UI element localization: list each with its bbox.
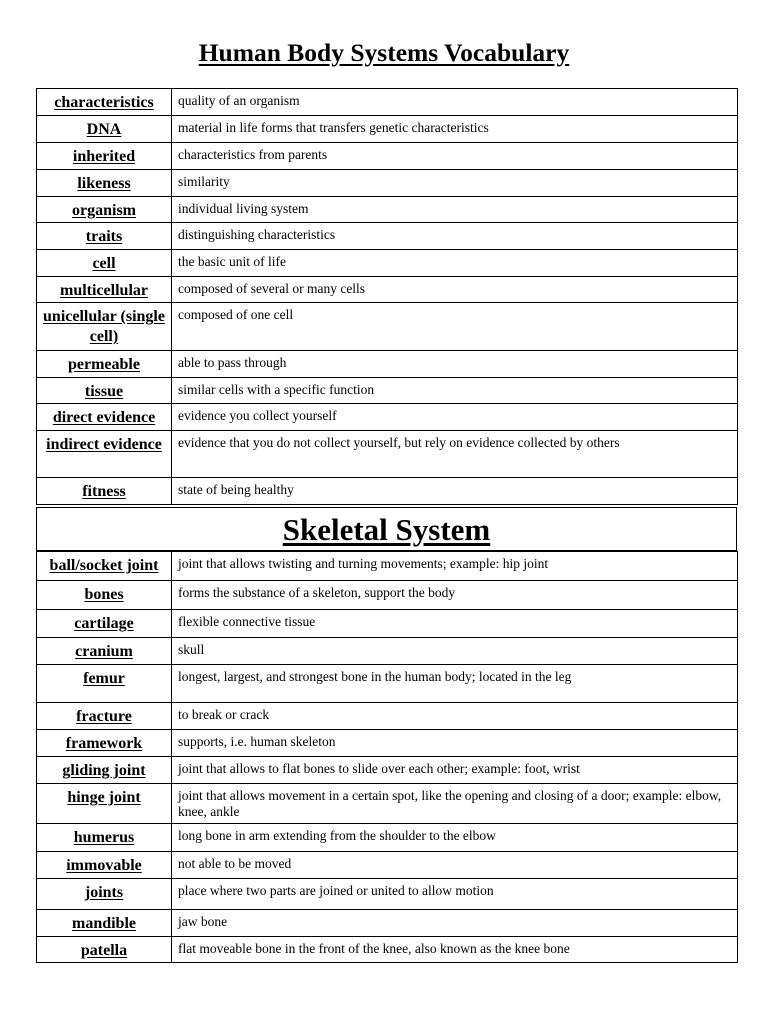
vocab-term (37, 197, 172, 223)
vocab-definition: jaw bone (172, 910, 738, 937)
vocab-term-text: framework (65, 735, 143, 752)
table-row (37, 378, 738, 404)
vocab-definition: distinguishing characteristics (172, 223, 738, 250)
vocab-term (37, 89, 172, 116)
vocab-term (37, 638, 172, 665)
vocab-term-text: direct evidence (52, 409, 156, 426)
table-row (37, 223, 738, 250)
table-row (37, 730, 738, 757)
vocab-definition: quality of an organism (172, 89, 738, 116)
vocab-term-text: tissue (84, 383, 124, 400)
table-row (37, 250, 738, 277)
table-row (37, 552, 738, 581)
section-title-skeletal: Skeletal System (282, 512, 491, 547)
vocab-term-text: cranium (75, 643, 133, 660)
vocab-term-text: organism (72, 202, 136, 219)
vocab-term (37, 852, 172, 879)
vocab-table-skeletal (36, 551, 738, 963)
table-row (37, 824, 738, 852)
vocab-term (37, 610, 172, 638)
table-row (37, 879, 738, 910)
vocab-term (37, 937, 172, 963)
vocab-term (37, 277, 172, 303)
vocab-term-text: cartilage (74, 615, 134, 632)
vocab-term (37, 784, 172, 824)
vocab-term-text: DNA (86, 121, 122, 138)
vocab-definition: flat moveable bone in the front of the knee, also known as the knee bone (172, 937, 738, 963)
table-row (37, 170, 738, 197)
vocab-term-text: traits (85, 228, 123, 245)
section-header (36, 507, 737, 551)
vocab-definition: flexible connective tissue (172, 610, 738, 638)
table-row (37, 757, 738, 784)
vocab-term (37, 351, 172, 378)
vocab-term (37, 879, 172, 910)
vocab-definition: supports, i.e. human skeleton (172, 730, 738, 757)
vocab-term-text: inherited (72, 148, 136, 165)
vocab-term-text: fracture (76, 708, 132, 725)
table-row (37, 610, 738, 638)
vocab-definition: the basic unit of life (172, 250, 738, 277)
vocab-term-text: permeable (68, 356, 140, 373)
table-row (37, 478, 738, 505)
vocab-term (37, 730, 172, 757)
vocab-definition: longest, largest, and strongest bone in the human body; located in the leg (172, 665, 738, 703)
vocab-term-text: characteristics (54, 94, 154, 111)
vocab-term-text: femur (83, 670, 125, 687)
table-row (37, 581, 738, 610)
page-title: Human Body Systems Vocabulary (198, 38, 570, 67)
vocab-definition: not able to be moved (172, 852, 738, 879)
vocab-term-text: ball/socket joint (49, 557, 159, 574)
table-row (37, 116, 738, 143)
vocab-term (37, 581, 172, 610)
vocab-definition: evidence you collect yourself (172, 404, 738, 431)
vocab-definition: forms the substance of a skeleton, support the body (172, 581, 738, 610)
vocab-table-general (36, 88, 738, 505)
vocab-definition: state of being healthy (172, 478, 738, 505)
vocab-term-text: gliding joint (62, 762, 146, 779)
vocab-definition: joint that allows to flat bones to slide over each other; example: foot, wrist (172, 757, 738, 784)
vocab-term (37, 303, 172, 351)
vocab-term (37, 665, 172, 703)
vocab-term (37, 250, 172, 277)
table-row (37, 638, 738, 665)
table-row (37, 703, 738, 730)
vocab-term (37, 824, 172, 852)
vocab-definition: skull (172, 638, 738, 665)
table-row (37, 197, 738, 223)
vocab-definition: joint that allows twisting and turning movements; example: hip joint (172, 552, 738, 581)
vocab-term (37, 552, 172, 581)
vocab-term-text: hinge joint (67, 789, 141, 806)
vocab-term (37, 116, 172, 143)
vocab-term (37, 223, 172, 250)
vocab-definition: to break or crack (172, 703, 738, 730)
table-row (37, 303, 738, 351)
vocab-term-text: humerus (73, 829, 135, 846)
vocab-term-text: bones (84, 586, 124, 603)
table-row (37, 277, 738, 303)
table-row (37, 431, 738, 478)
vocab-definition: evidence that you do not collect yourself, but rely on evidence collected by others (172, 431, 738, 478)
vocab-term-text: indirect evidence (46, 436, 162, 453)
table-row (37, 665, 738, 703)
vocab-definition: joint that allows movement in a certain spot, like the opening and closing of a door; example: elbow, knee, ankle (172, 784, 738, 824)
vocab-term (37, 703, 172, 730)
table-row (37, 404, 738, 431)
vocab-term (37, 143, 172, 170)
table-row (37, 852, 738, 879)
vocab-definition: composed of several or many cells (172, 277, 738, 303)
vocab-definition: able to pass through (172, 351, 738, 378)
vocab-definition: material in life forms that transfers genetic characteristics (172, 116, 738, 143)
table-row (37, 89, 738, 116)
vocab-term-text: cell (92, 255, 116, 272)
table-row (37, 784, 738, 824)
vocab-term-text: unicellular (single cell) (43, 308, 165, 345)
vocab-term-text: joints (84, 884, 124, 901)
vocab-definition: characteristics from parents (172, 143, 738, 170)
vocab-definition: place where two parts are joined or united to allow motion (172, 879, 738, 910)
vocab-term-text: mandible (71, 915, 136, 932)
vocab-term (37, 170, 172, 197)
vocab-term (37, 910, 172, 937)
table-row (37, 143, 738, 170)
vocab-term-text: fitness (82, 483, 126, 500)
vocab-definition: composed of one cell (172, 303, 738, 351)
vocab-term-text: likeness (77, 175, 131, 192)
table-row (37, 910, 738, 937)
vocab-term (37, 757, 172, 784)
vocab-term-text: patella (80, 942, 128, 959)
vocab-term (37, 431, 172, 478)
table-row (37, 351, 738, 378)
vocab-term (37, 378, 172, 404)
table-row (37, 937, 738, 963)
vocab-definition: individual living system (172, 197, 738, 223)
vocab-definition: similarity (172, 170, 738, 197)
vocab-definition: long bone in arm extending from the shoulder to the elbow (172, 824, 738, 852)
vocab-term (37, 404, 172, 431)
vocab-term-text: multicellular (60, 282, 148, 299)
vocab-definition: similar cells with a specific function (172, 378, 738, 404)
vocab-term-text: immovable (66, 857, 142, 874)
vocab-term (37, 478, 172, 505)
